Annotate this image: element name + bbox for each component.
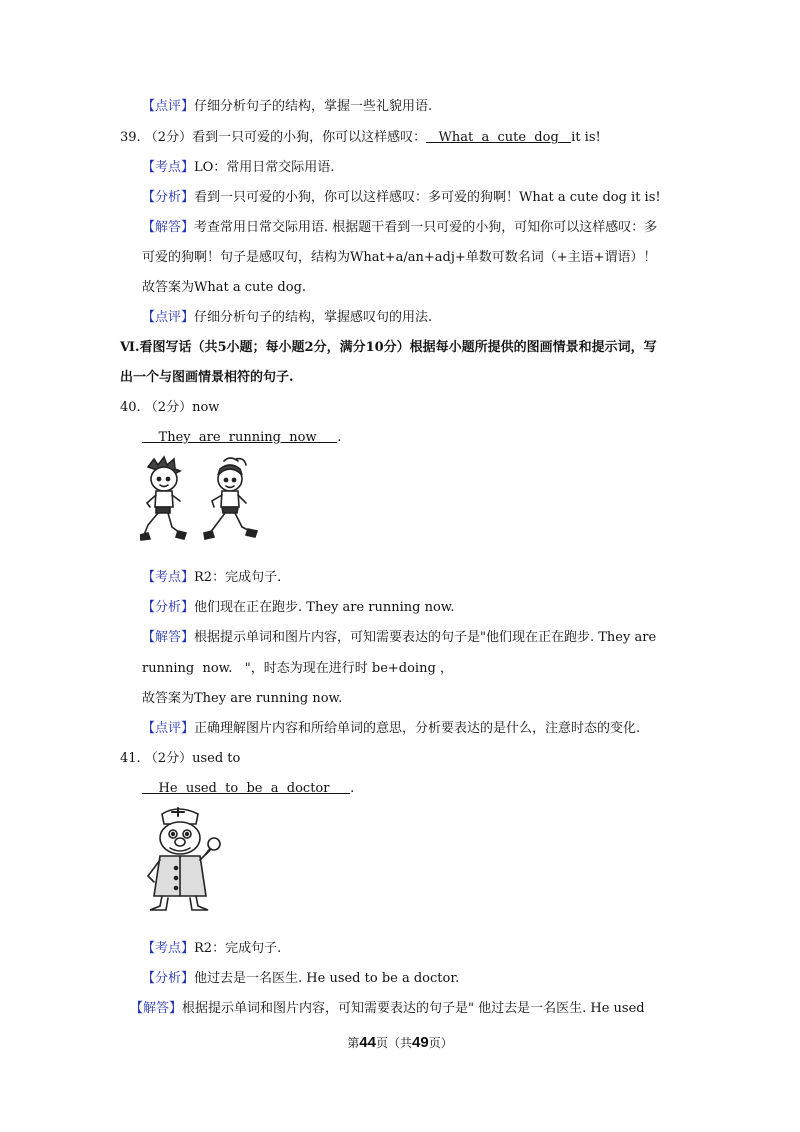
- answer-period: .: [350, 781, 355, 796]
- comment-tag: 【点评】: [142, 99, 195, 114]
- question-40: 40. （2分）now: [120, 400, 220, 415]
- answer-period: .: [337, 430, 342, 445]
- point-line-41: [142, 939, 281, 959]
- analysis-text: 他们现在正在跑步. They are running now.: [194, 600, 455, 615]
- solution-tag: 【解答】: [142, 220, 195, 235]
- page-footer: [0, 1034, 800, 1051]
- answer-line-41: [142, 779, 354, 799]
- point-line-40: [142, 568, 281, 588]
- section-heading: Ⅵ.看图写话（共5小题；每小题2分，满分10分）根据每小题所提供的图画情景和提示词，写: [120, 340, 657, 355]
- answer-blank: He used to be a doctor: [142, 781, 351, 796]
- answer-blank: What a cute dog: [426, 130, 572, 145]
- girl-figure: [204, 458, 257, 539]
- analysis-tag: 【分析】: [142, 971, 195, 986]
- point-text: R2：完成句子.: [194, 941, 282, 956]
- question-text: 39. （2分）看到一只可爱的小狗，你可以这样感叹：: [120, 130, 427, 145]
- answer-line-40: [142, 428, 341, 448]
- current-page-number: 44: [359, 1034, 376, 1051]
- comment-text: 正确理解图片内容和所给单词的意思，分析要表达的是什么，注意时态的变化.: [194, 721, 641, 736]
- running-children-image: [140, 455, 265, 545]
- analysis-line-41: [142, 969, 459, 989]
- comment-tag: 【点评】: [142, 721, 195, 736]
- solution-continuation: 可爱的狗啊！句子是感叹句，结构为What+a/an+adj+单数可数名词（+主语+谓语）！: [142, 250, 657, 265]
- point-tag: 【考点】: [142, 160, 195, 175]
- boy-figure: [140, 457, 186, 540]
- footer-suffix: 页）: [428, 1036, 453, 1050]
- question-39: [120, 128, 601, 148]
- solution-text: 根据提示单词和图片内容，可知需要表达的句子是"他们现在正在跑步. They are: [194, 630, 657, 645]
- point-tag: 【考点】: [142, 941, 195, 956]
- solution-text: 根据提示单词和图片内容，可知需要表达的句子是" 他过去是一名医生. He used: [182, 1001, 645, 1016]
- answer-blank: They are running now: [142, 430, 338, 445]
- solution-line-40: [142, 628, 656, 648]
- analysis-tag: 【分析】: [142, 190, 195, 205]
- solution-tag: 【解答】: [130, 1001, 183, 1016]
- doctor-image: [140, 806, 230, 916]
- footer-middle: 页（共: [375, 1036, 412, 1050]
- question-41: 41. （2分）used to: [120, 751, 241, 766]
- comment-tag: 【点评】: [142, 310, 195, 325]
- comment-line-40: [142, 719, 640, 739]
- answer-statement: 故答案为They are running now.: [142, 691, 343, 706]
- total-page-number: 49: [412, 1034, 429, 1051]
- solution-line-39: [142, 218, 657, 238]
- solution-line-41: [130, 999, 645, 1019]
- question-tail: it is!: [571, 130, 601, 145]
- comment-text: 仔细分析句子的结构，掌握感叹句的用法.: [194, 310, 433, 325]
- answer-statement: 故答案为What a cute dog.: [142, 280, 307, 295]
- comment-line-38: [142, 97, 432, 117]
- point-line-39: [142, 158, 334, 178]
- footer-prefix: 第: [347, 1036, 360, 1050]
- solution-text: 考查常用日常交际用语. 根据题干看到一只可爱的小狗，可知你可以这样感叹：多: [194, 220, 658, 235]
- section-heading-continued: 出一个与图画情景相符的句子.: [120, 370, 294, 385]
- point-tag: 【考点】: [142, 570, 195, 585]
- comment-line-39: [142, 308, 432, 328]
- analysis-text: 他过去是一名医生. He used to be a doctor.: [194, 971, 460, 986]
- analysis-line-39: [142, 188, 661, 208]
- solution-tag: 【解答】: [142, 630, 195, 645]
- analysis-line-40: [142, 598, 455, 618]
- point-text: R2：完成句子.: [194, 570, 282, 585]
- analysis-tag: 【分析】: [142, 600, 195, 615]
- point-text: LO：常用日常交际用语.: [194, 160, 335, 175]
- comment-text: 仔细分析句子的结构，掌握一些礼貌用语.: [194, 99, 433, 114]
- solution-continuation: running now. "，时态为现在进行时 be+doing ，: [142, 661, 453, 676]
- analysis-text: 看到一只可爱的小狗，你可以这样感叹：多可爱的狗啊！What a cute dog it is!: [194, 190, 661, 205]
